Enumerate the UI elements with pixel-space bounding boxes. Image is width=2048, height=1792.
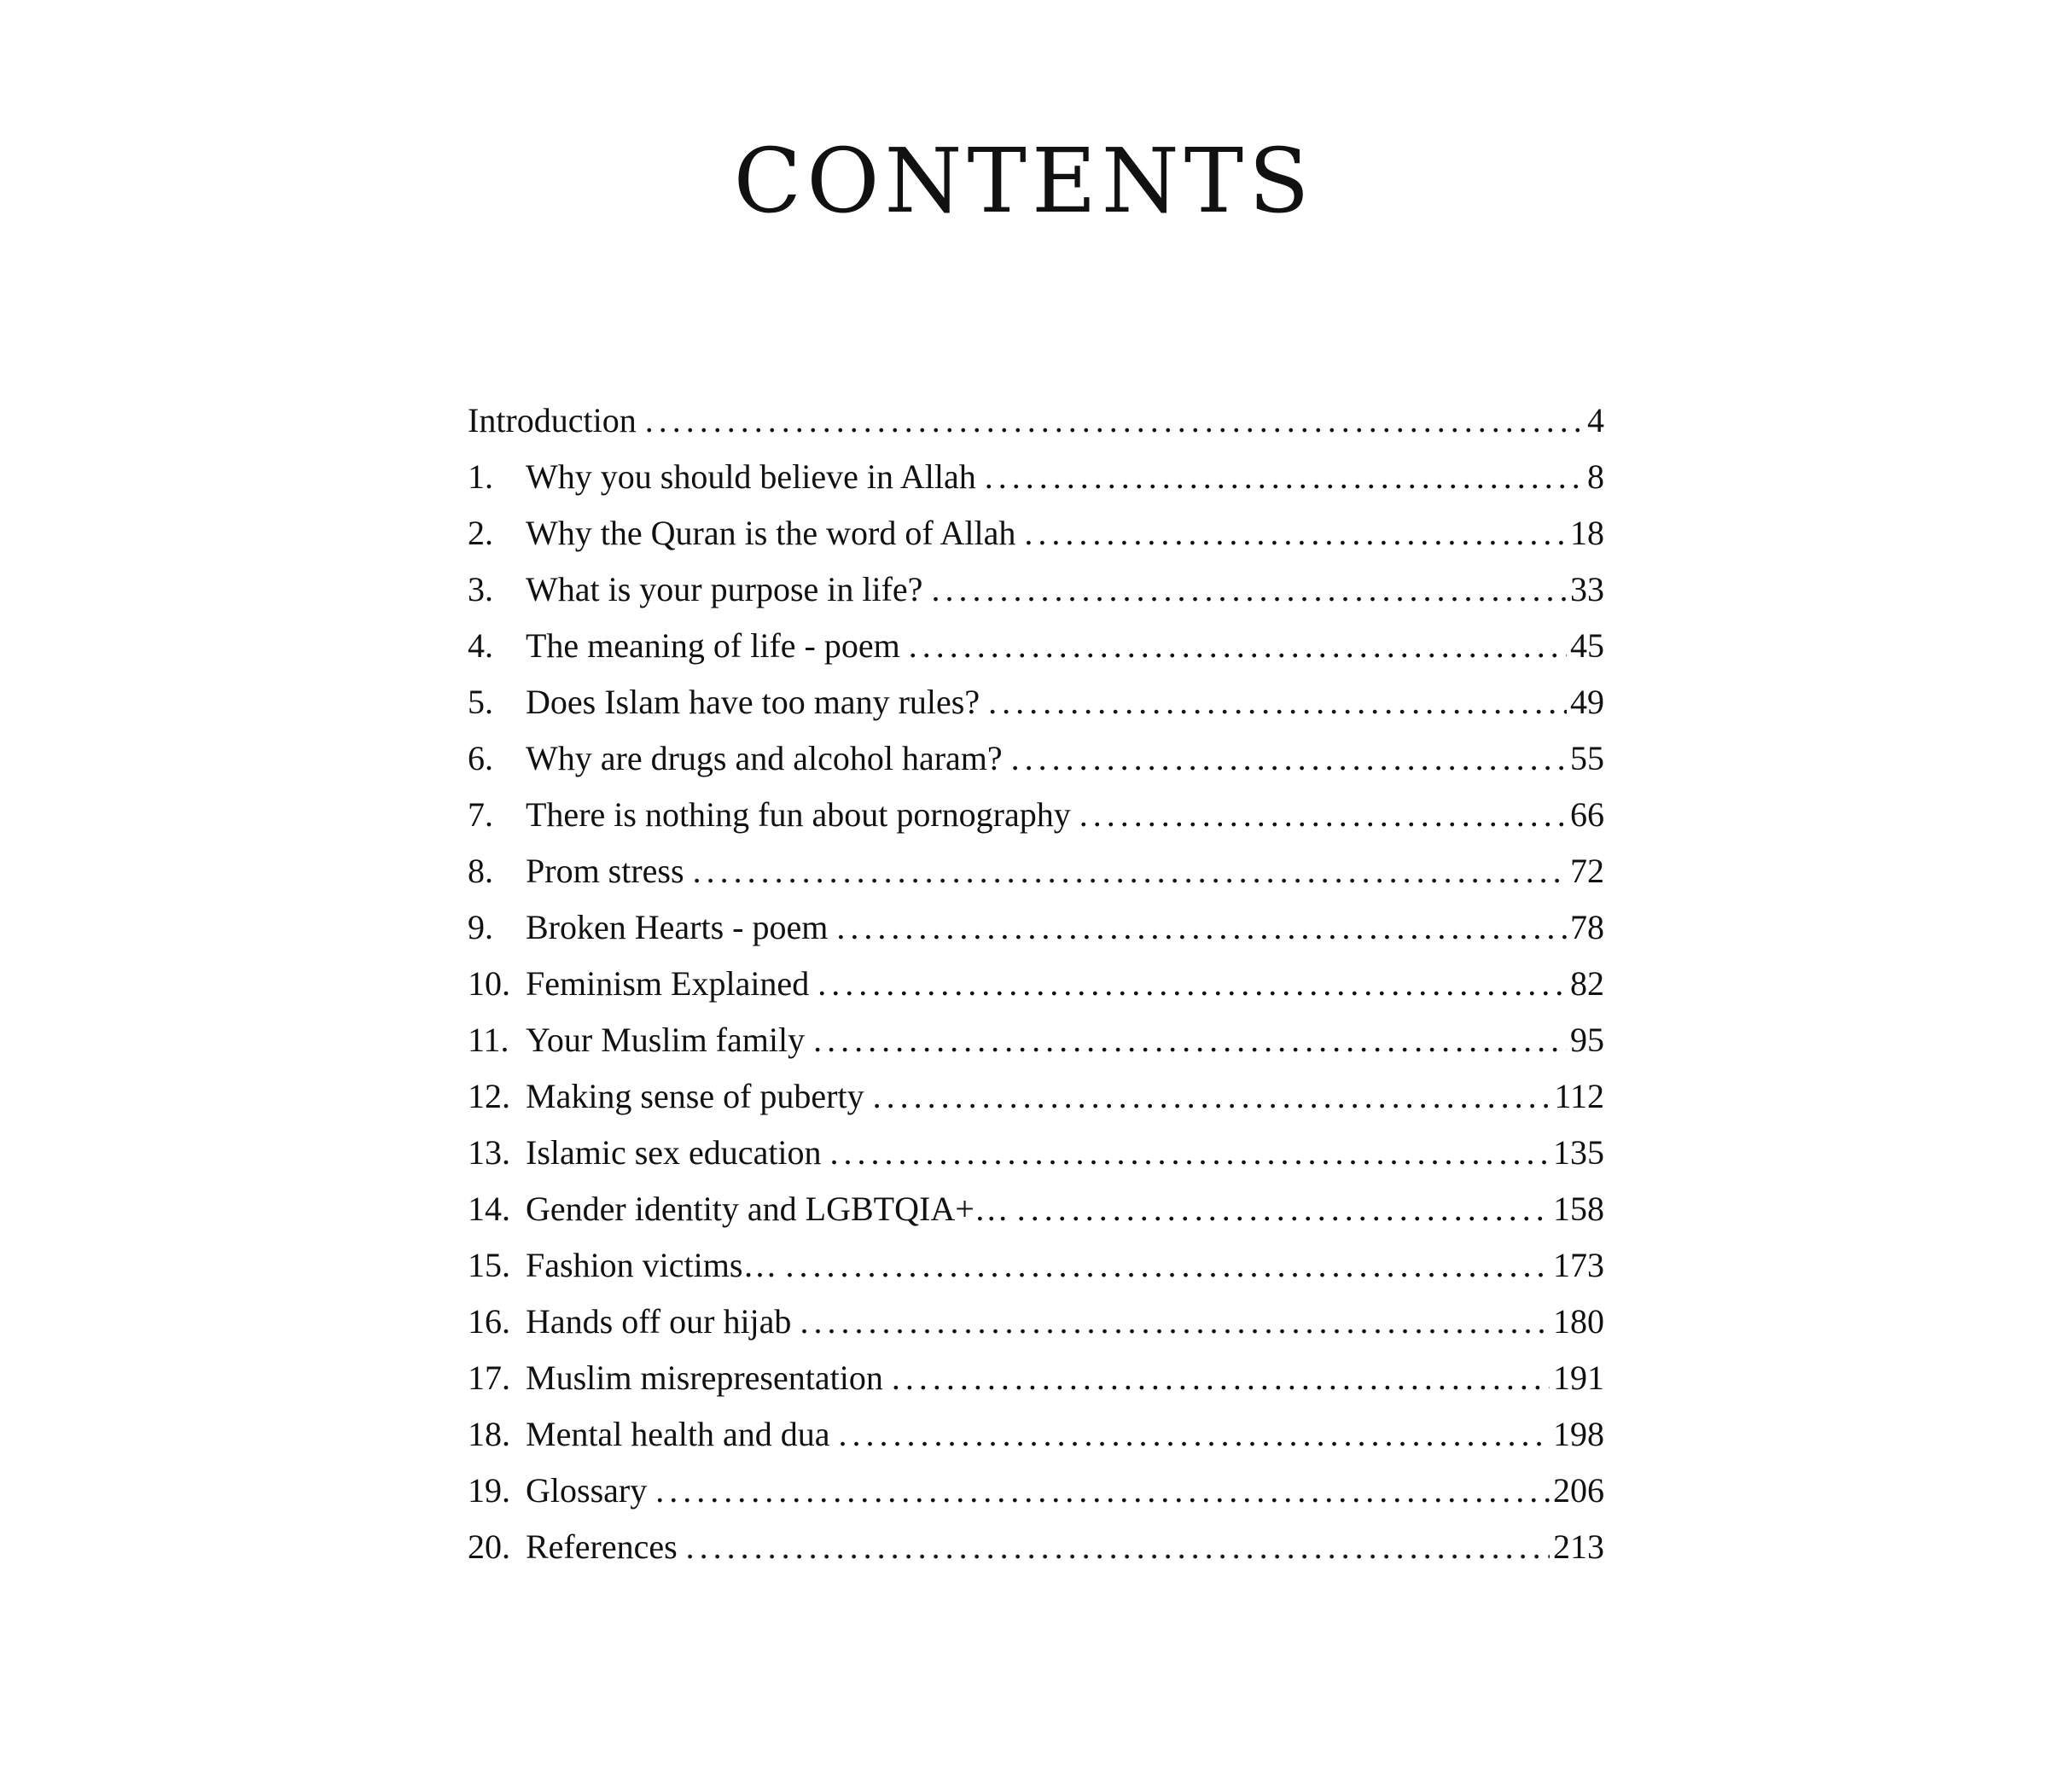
contents-heading: CONTENTS: [733, 129, 1315, 233]
toc-entry-title: What is your purpose in life?: [526, 570, 923, 608]
dot-leader: [830, 1125, 1550, 1181]
dot-leader: [1079, 787, 1567, 843]
toc-entry-number: 4.: [468, 626, 493, 665]
dot-leader: [785, 1237, 1550, 1294]
toc-entry[interactable]: [468, 1350, 1604, 1406]
toc-entry-page: 112: [1554, 1077, 1604, 1115]
toc-entry-number: 12.: [468, 1077, 510, 1115]
toc-entry-page: 55: [1570, 739, 1604, 777]
dot-leader: [686, 1519, 1550, 1575]
toc-entry[interactable]: [468, 1406, 1604, 1463]
toc-entry-number: 15.: [468, 1246, 510, 1284]
toc-entry-page: 66: [1570, 795, 1604, 834]
toc-entry-title: Gender identity and LGBTQIA+…: [526, 1190, 1009, 1228]
dot-leader: [1024, 505, 1567, 561]
toc-entry-page: 18: [1570, 514, 1604, 552]
dot-leader: [645, 393, 1584, 449]
dot-leader: [985, 449, 1584, 505]
toc-entry[interactable]: [468, 1519, 1604, 1575]
toc-entry[interactable]: [468, 1068, 1604, 1125]
dot-leader: [1017, 1181, 1550, 1237]
toc-entry-number: 14.: [468, 1190, 510, 1228]
toc-entry-number: 11.: [468, 1021, 509, 1059]
toc-entry-page: 49: [1570, 683, 1604, 721]
toc-entry-page: 4: [1587, 401, 1604, 439]
dot-leader: [892, 1350, 1550, 1406]
toc-entry-number: 19.: [468, 1471, 510, 1510]
dot-leader: [800, 1294, 1550, 1350]
dot-leader: [1011, 730, 1567, 787]
toc-entry-page: 173: [1553, 1246, 1604, 1284]
toc-entry[interactable]: [468, 1181, 1604, 1237]
dot-leader: [836, 899, 1567, 956]
toc-entry-title: Fashion victims…: [526, 1246, 777, 1284]
toc-entry-page: 191: [1553, 1359, 1604, 1397]
toc-entry[interactable]: [468, 843, 1604, 899]
toc-entry-title: Does Islam have too many rules?: [526, 683, 980, 721]
toc-entry-title: Your Muslim family: [526, 1021, 806, 1059]
toc-entry-number: 2.: [468, 514, 493, 552]
toc-entry[interactable]: [468, 1463, 1604, 1519]
dot-leader: [988, 674, 1567, 730]
toc-entry-title: Islamic sex education: [526, 1133, 822, 1172]
toc-entry-title: Broken Hearts - poem: [526, 908, 829, 946]
toc-entry-number: 10.: [468, 964, 510, 1003]
toc-entry-number: 7.: [468, 795, 493, 834]
toc-entry-title: Introduction: [468, 401, 637, 439]
toc-entry-number: 6.: [468, 739, 493, 777]
toc-entry-number: 18.: [468, 1415, 510, 1453]
toc-entry-number: 1.: [468, 457, 493, 496]
dot-leader: [655, 1463, 1550, 1519]
toc-entry[interactable]: [468, 1237, 1604, 1294]
toc-entry-page: 45: [1570, 626, 1604, 665]
toc-entry-title: Hands off our hijab: [526, 1302, 792, 1341]
toc-entry-page: 8: [1587, 457, 1604, 496]
dot-leader: [693, 843, 1567, 899]
toc-entry[interactable]: [468, 1125, 1604, 1181]
toc-entry[interactable]: [468, 730, 1604, 787]
toc-entry-title: Muslim misrepresentation: [526, 1359, 883, 1397]
toc-entry-page: 95: [1570, 1021, 1604, 1059]
toc-entry-introduction[interactable]: [468, 393, 1604, 449]
toc-entry[interactable]: [468, 561, 1604, 618]
toc-entry-number: 8.: [468, 852, 493, 890]
toc-entry-title: Prom stress: [526, 852, 684, 890]
toc-entry[interactable]: [468, 1012, 1604, 1068]
toc-entry-number: 5.: [468, 683, 493, 721]
toc-entry-title: Glossary: [526, 1471, 648, 1510]
toc-entry-page: 198: [1553, 1415, 1604, 1453]
toc-entry-title: Mental health and dua: [526, 1415, 830, 1453]
dot-leader: [813, 1012, 1567, 1068]
dot-leader: [839, 1406, 1550, 1463]
toc-entry-title: The meaning of life - poem: [526, 626, 900, 665]
toc-entry-title: Why the Quran is the word of Allah: [526, 514, 1016, 552]
table-of-contents: [468, 393, 1604, 1575]
toc-entry-title: Feminism Explained: [526, 964, 810, 1003]
toc-entry-title: Why are drugs and alcohol haram?: [526, 739, 1003, 777]
toc-entry-page: 206: [1553, 1471, 1604, 1510]
toc-entry[interactable]: [468, 956, 1604, 1012]
toc-entry-number: 9.: [468, 908, 493, 946]
toc-entry-page: 82: [1570, 964, 1604, 1003]
toc-entry-title: References: [526, 1527, 678, 1566]
toc-entry[interactable]: [468, 449, 1604, 505]
toc-entry-number: 3.: [468, 570, 493, 608]
toc-entry-page: 72: [1570, 852, 1604, 890]
dot-leader: [873, 1068, 1551, 1125]
toc-entry-page: 158: [1553, 1190, 1604, 1228]
toc-entry[interactable]: [468, 618, 1604, 674]
toc-entry[interactable]: [468, 899, 1604, 956]
dot-leader: [931, 561, 1567, 618]
toc-entry-title: Making sense of puberty: [526, 1077, 864, 1115]
toc-entry-title: Why you should believe in Allah: [526, 457, 976, 496]
toc-entry[interactable]: [468, 505, 1604, 561]
toc-entry[interactable]: [468, 1294, 1604, 1350]
toc-entry-title: There is nothing fun about pornography: [526, 795, 1071, 834]
dot-leader: [909, 618, 1567, 674]
dot-leader: [817, 956, 1567, 1012]
toc-entry-page: 213: [1553, 1527, 1604, 1566]
toc-entry-page: 180: [1553, 1302, 1604, 1341]
toc-entry[interactable]: [468, 787, 1604, 843]
toc-entry-number: 16.: [468, 1302, 510, 1341]
toc-entry-number: 13.: [468, 1133, 510, 1172]
toc-entry-number: 17.: [468, 1359, 510, 1397]
toc-entry-number: 20.: [468, 1527, 510, 1566]
toc-entry-page: 78: [1570, 908, 1604, 946]
toc-entry-page: 33: [1570, 570, 1604, 608]
toc-entry[interactable]: [468, 674, 1604, 730]
toc-entry-page: 135: [1553, 1133, 1604, 1172]
